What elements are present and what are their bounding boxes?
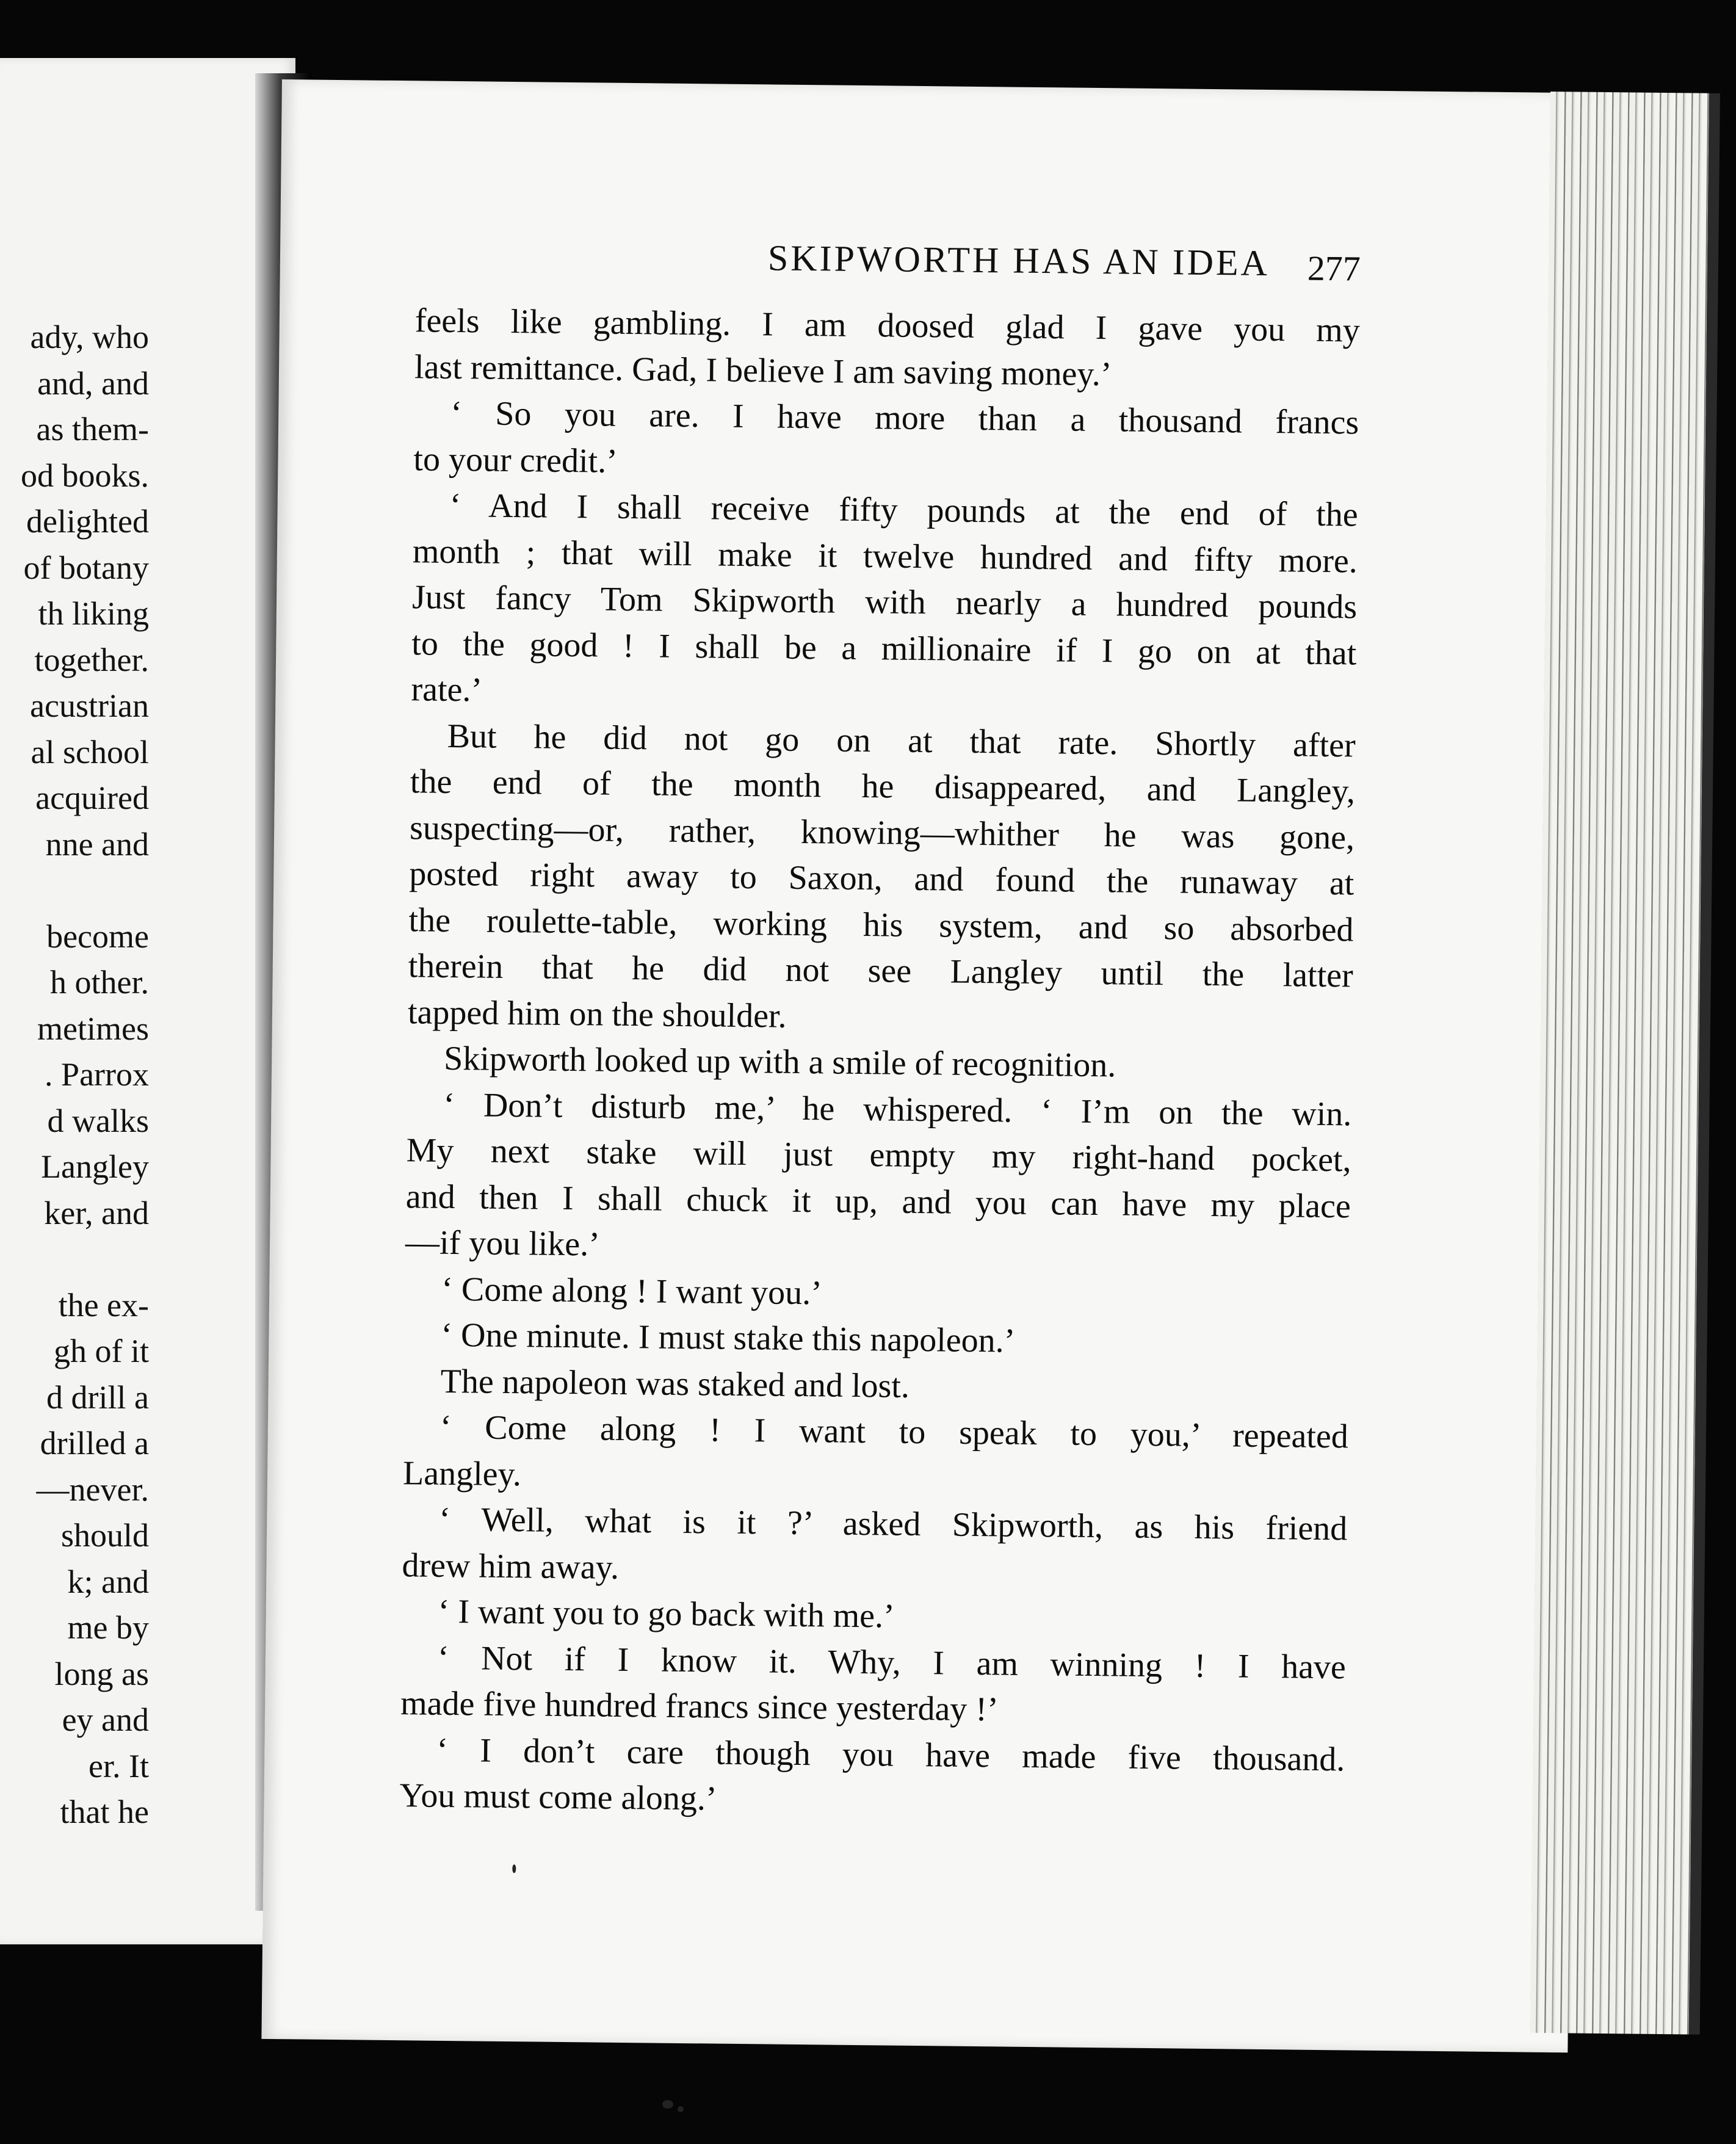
text-line: suspecting—or, rather, knowing—whither he was gone,	[409, 808, 1355, 857]
left-page-line: and, and	[37, 364, 149, 402]
left-page-line: ker, and	[44, 1194, 149, 1231]
left-page-line: . Parrox	[45, 1056, 149, 1093]
left-page-line: Langley	[41, 1148, 149, 1185]
left-page-line: together.	[34, 641, 149, 678]
text-line: ‘ And I shall receive fifty pounds at the end of the	[449, 486, 1358, 534]
ink-speck	[678, 2106, 684, 2112]
text-line: feels like gambling. I am doosed glad I gave you my	[414, 302, 1361, 350]
text-line: the roulette-table, working his system, and so absorbed	[408, 900, 1354, 949]
ink-speck	[662, 2100, 673, 2109]
left-page-line: od books.	[20, 457, 149, 494]
text-line: My next stake will just empty my right-hand pocket,	[406, 1131, 1351, 1179]
text-line: tapped him on the shoulder.	[407, 993, 787, 1035]
left-page-line: gh of it	[54, 1333, 149, 1369]
text-line: the end of the month he disappeared, and Langley,	[410, 762, 1356, 811]
left-page-line: acustrian	[30, 687, 149, 724]
page-number: 277	[1307, 248, 1361, 289]
text-line: Langley.	[402, 1454, 522, 1493]
text-line: —if you like.’	[405, 1223, 601, 1264]
text-line: to the good ! I shall be a millionaire if I go on at that	[411, 624, 1357, 672]
left-page-line: acquired	[35, 780, 149, 816]
text-line: ‘ Not if I know it. Why, I am winning ! I have	[437, 1639, 1347, 1686]
text-line: made five hundred francs since yesterday !’	[400, 1684, 999, 1729]
left-page-line: k; and	[67, 1563, 149, 1600]
text-line: to your credit.’	[413, 440, 618, 480]
left-page-line: ady, who	[30, 319, 149, 355]
left-page-line: er. It	[89, 1747, 149, 1784]
text-line: rate.’	[411, 670, 483, 709]
text-line: ‘ So you are. I have more than a thousand francs	[450, 394, 1359, 442]
left-page-line: drilled a	[40, 1425, 149, 1461]
right-page	[261, 79, 1588, 2052]
left-page-line: me by	[67, 1609, 149, 1646]
left-page-line: th liking	[38, 595, 149, 632]
page-edges	[1530, 92, 1720, 2035]
text-line: therein that he did not see Langley until the latter	[408, 947, 1354, 995]
left-page-line	[0, 1236, 149, 1283]
text-line: ‘ I want you to go back with me.’	[438, 1592, 895, 1635]
text-line: and then I shall chuck it up, and you can have my place	[405, 1177, 1351, 1225]
left-page-line: become	[46, 918, 149, 955]
text-line: Just fancy Tom Skipworth with nearly a hundred pounds	[411, 578, 1358, 626]
left-page-line: al school	[31, 733, 149, 770]
left-page-line: nne and	[45, 825, 149, 863]
text-line: ‘ One minute. I must stake this napoleon.’	[441, 1316, 1016, 1360]
text-line: ‘ Don’t disturb me,’ he whispered. ‘ I’m on the win.	[443, 1085, 1352, 1133]
left-page-line: as them-	[36, 411, 149, 447]
text-line: month ; that will make it twelve hundred and fifty more.	[412, 532, 1358, 580]
left-page-line: d drill a	[46, 1378, 149, 1416]
left-page-line: that he	[60, 1794, 149, 1830]
text-line: last remittance. Gad, I believe I am saving money.’	[414, 347, 1112, 393]
left-page	[0, 58, 295, 1944]
text-line: You must come along.’	[399, 1776, 717, 1818]
body-text	[399, 298, 1360, 1829]
left-page-line: metimes	[37, 1010, 149, 1047]
ink-speck	[512, 1864, 516, 1873]
left-page-line: —never.	[36, 1471, 149, 1508]
left-page-line	[0, 867, 149, 914]
text-line: drew him away.	[402, 1546, 620, 1587]
left-page-line: the ex-	[58, 1286, 149, 1324]
text-line: posted right away to Saxon, and found the runaway at	[409, 855, 1354, 903]
left-page-line: d walks	[47, 1102, 149, 1139]
left-page-line: ey and	[62, 1701, 149, 1738]
text-line: But he did not go on at that rate. Shortly after	[447, 717, 1356, 764]
text-line: ‘ I don’t care though you have made five thousand.	[436, 1731, 1345, 1778]
text-line: ‘ Come along ! I want you.’	[441, 1270, 823, 1312]
text-line: ‘ Come along ! I want to speak to you,’ repeated	[439, 1408, 1349, 1456]
running-head: SKIPWORTH HAS AN IDEA	[767, 237, 1270, 283]
left-page-line: should	[60, 1517, 149, 1554]
left-page-line: h other.	[50, 964, 149, 1001]
left-page-line: delighted	[26, 503, 149, 540]
text-line: ‘ Well, what is it ?’ asked Skipworth, as his friend	[438, 1500, 1348, 1548]
left-page-text	[0, 314, 149, 1836]
text-line: Skipworth looked up with a smile of recognition.	[443, 1039, 1116, 1085]
left-page-line: long as	[54, 1655, 149, 1692]
left-page-line: of botany	[23, 549, 149, 586]
text-line: The napoleon was staked and lost.	[440, 1362, 910, 1405]
